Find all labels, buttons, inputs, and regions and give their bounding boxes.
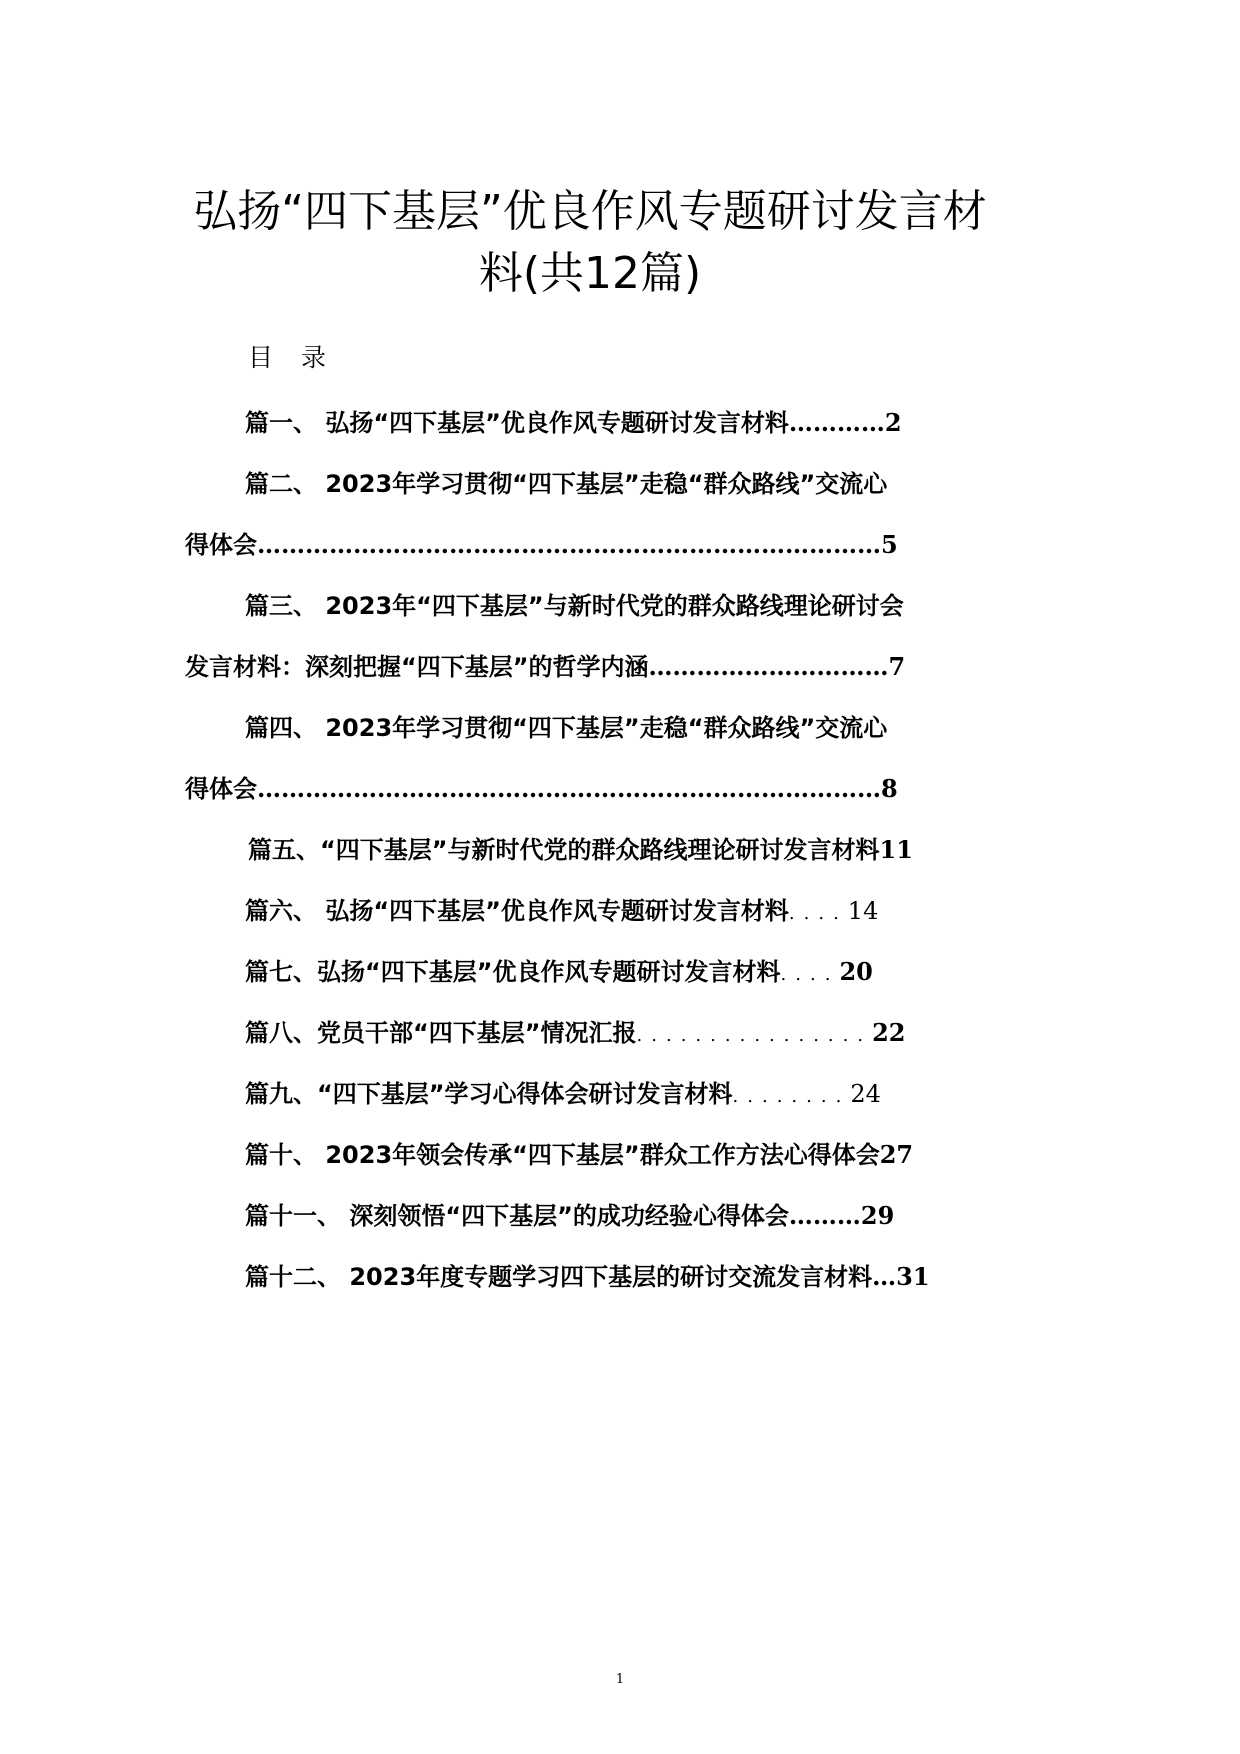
toc-entry-4-title-line-2: 得体会 <box>185 775 257 803</box>
toc-entry-7[interactable] <box>245 954 873 993</box>
toc-entry-12-title: 篇十二、 2023年度专题学习四下基层的研讨交流发言材料 <box>245 1263 873 1291</box>
toc-entry-11-leader: ……… <box>788 1201 861 1230</box>
toc-entry-4-page: 8 <box>881 774 898 803</box>
toc-entry-10[interactable] <box>245 1137 913 1173</box>
toc-entry-2-page: 5 <box>881 530 898 559</box>
toc-entry-4-title-line-1: 篇四、 2023年学习贯彻“四下基层”走稳“群众路线”交流心 <box>245 714 888 742</box>
title-line-2: 料(共12篇) <box>478 248 702 299</box>
toc-entry-7-leader: .... <box>780 964 840 985</box>
toc-entry-10-title: 篇十、 2023年领会传承“四下基层”群众工作方法心得体会 <box>245 1141 880 1169</box>
toc-entry-8-leader: ................ <box>636 1025 873 1046</box>
toc-entry-11-page: 29 <box>860 1201 895 1230</box>
toc-entry-2[interactable] <box>245 466 887 502</box>
toc-entry-1-page: 2 <box>884 408 902 437</box>
toc-entry-8-title: 篇八、党员干部“四下基层”情况汇报 <box>245 1019 637 1047</box>
toc-entry-8[interactable] <box>245 1015 906 1054</box>
toc-entry-1-title: 篇一、 弘扬“四下基层”优良作风专题研讨发言材料 <box>245 409 789 437</box>
toc-entry-2-cont[interactable] <box>185 527 898 563</box>
toc-entry-3-title-line-2: 发言材料：深刻把握“四下基层”的哲学内涵 <box>185 653 649 681</box>
toc-entry-9[interactable] <box>245 1076 881 1115</box>
toc-entry-4-leader: …………………………………………………………………… <box>257 774 881 803</box>
toc-entry-5-page: 11 <box>879 835 913 864</box>
toc-entry-3-title-line-1: 篇三、 2023年“四下基层”与新时代党的群众路线理论研讨会 <box>245 592 904 620</box>
toc-entry-12-page: 31 <box>896 1262 930 1291</box>
page-number: 1 <box>615 1672 625 1687</box>
toc-entry-5[interactable] <box>248 832 913 868</box>
toc-entry-1-leader: ………… <box>788 408 885 437</box>
toc-entry-9-leader: ........ <box>732 1086 851 1107</box>
toc-entry-3-page: 7 <box>888 652 906 681</box>
toc-entry-12-leader: … <box>872 1262 897 1291</box>
toc-entry-8-page: 22 <box>872 1018 906 1047</box>
toc-entry-9-title: 篇九、“四下基层”学习心得体会研讨发言材料 <box>245 1080 733 1108</box>
toc-heading: 目录 <box>248 343 355 372</box>
toc-entry-9-page: 24 <box>850 1080 881 1108</box>
toc-entry-2-title-line-2: 得体会 <box>185 531 257 559</box>
toc-entry-12[interactable] <box>245 1259 930 1295</box>
toc-entry-1[interactable] <box>245 405 902 441</box>
toc-entry-6[interactable] <box>245 893 878 932</box>
toc-entry-10-page: 27 <box>879 1140 914 1169</box>
toc-entry-6-page: 14 <box>847 897 879 925</box>
toc-entry-11[interactable] <box>245 1198 894 1234</box>
toc-entry-5-title: 篇五、“四下基层”与新时代党的群众路线理论研讨发言材料 <box>248 836 880 864</box>
toc-entry-4[interactable] <box>245 710 887 746</box>
toc-entry-6-leader: .... <box>788 903 848 924</box>
toc-entry-2-title-line-1: 篇二、 2023年学习贯彻“四下基层”走稳“群众路线”交流心 <box>245 470 888 498</box>
toc-entry-11-title: 篇十一、 深刻领悟“四下基层”的成功经验心得体会 <box>245 1202 789 1230</box>
toc-entry-6-title: 篇六、 弘扬“四下基层”优良作风专题研讨发言材料 <box>245 897 789 925</box>
toc-entry-3-cont[interactable] <box>185 649 905 685</box>
toc-entry-7-page: 20 <box>839 957 873 986</box>
toc-entry-7-title: 篇七、弘扬“四下基层”优良作风专题研讨发言材料 <box>245 958 781 986</box>
toc-entry-3[interactable] <box>245 588 904 624</box>
title-line-1: 弘扬“四下基层”优良作风专题研讨发言材 <box>193 186 987 237</box>
toc-entry-4-cont[interactable] <box>185 771 898 807</box>
toc-entry-3-leader: ………………………… <box>648 652 889 681</box>
toc-entry-2-leader: …………………………………………………………………… <box>257 530 881 559</box>
